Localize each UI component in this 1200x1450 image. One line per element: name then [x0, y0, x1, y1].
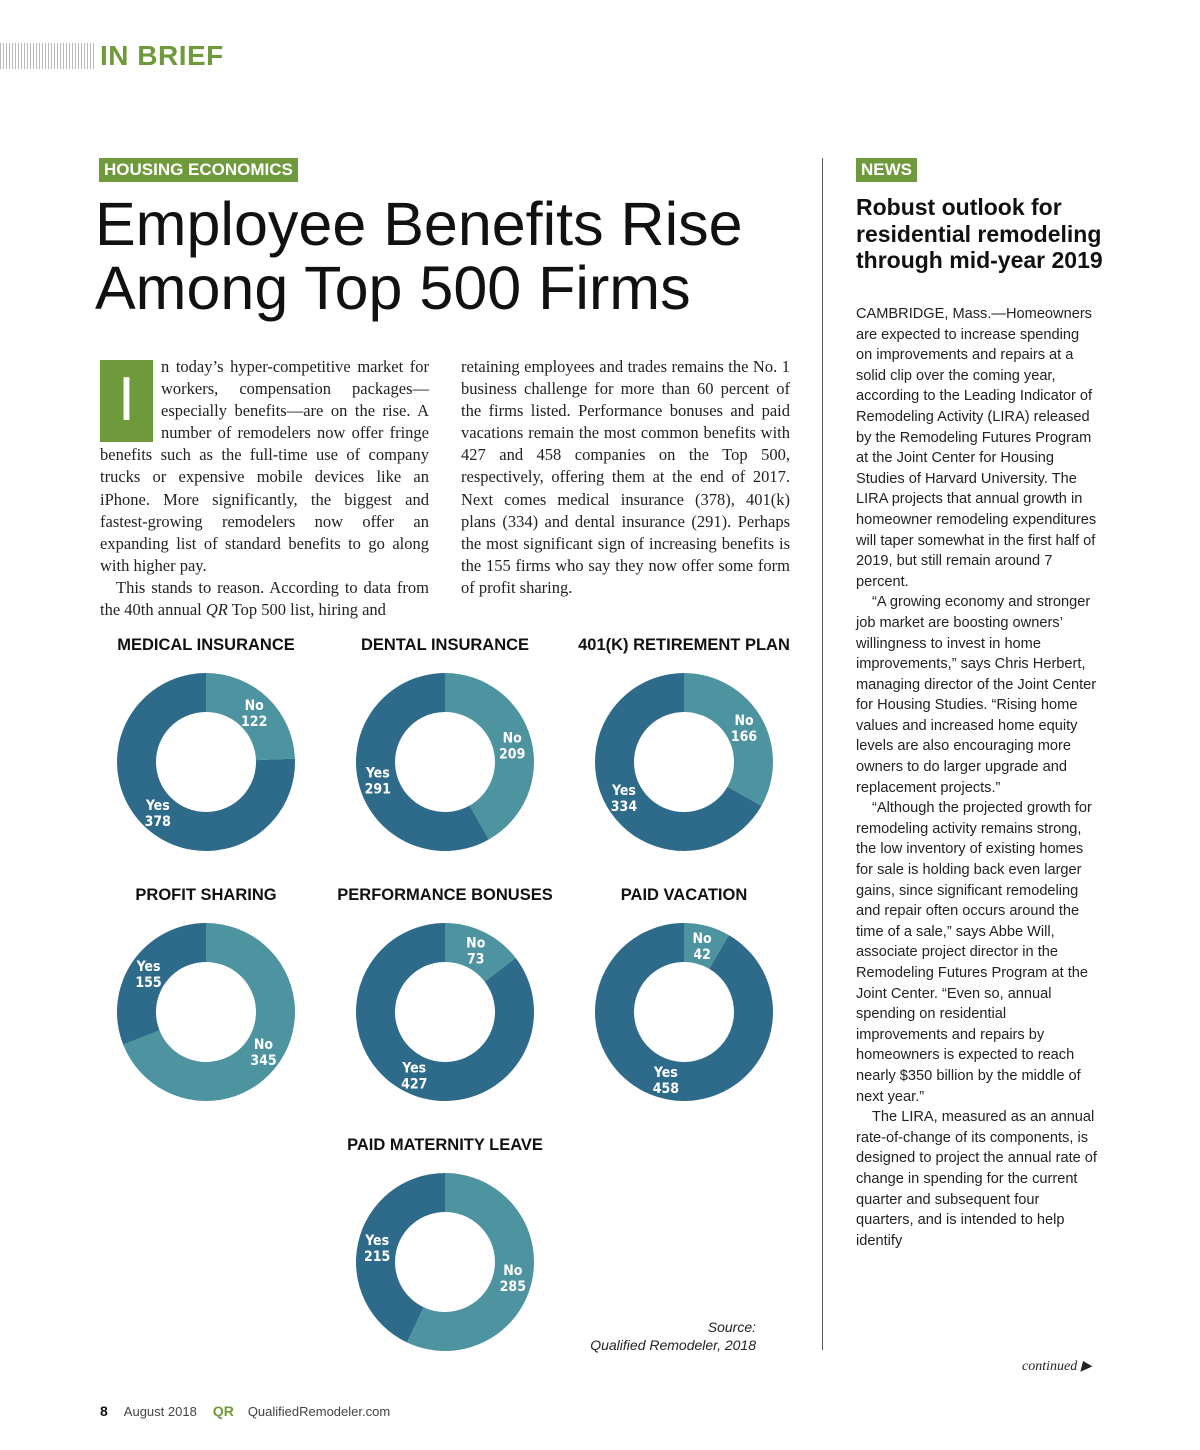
slice-label-no: No 122 — [241, 697, 268, 730]
slice-label-no: No 42 — [692, 930, 712, 963]
headline-line-1: Employee Benefits Rise — [95, 190, 743, 258]
article-headline — [95, 192, 805, 320]
page-footer — [100, 1403, 390, 1419]
chart-title: MEDICAL INSURANCE — [117, 636, 295, 654]
continued-label: continued ▶ — [1022, 1359, 1092, 1374]
news-paragraph: CAMBRIDGE, Mass.—Homeowners are expected to increase spending on improvements and repairs at a solid clip over the coming year, according to the Leading Indicator of Remodeling Activity (LIRA) released by the Remodeling Futures Program at the Joint Center for Housing Studies of Harvard University. The LIRA projects that annual growth in homeowner remodeling expenditures will taper somewhat in the first half of 2019, but still remain around 7 percent. — [856, 306, 1097, 590]
news-paragraph: “Although the projected growth for remodeling activity remains strong, the low inventory of existing homes for sale is holding back even larger gains, since significant remodeling and repair often occurs around the time of a sale,” says Abbe Will, associate project director in the Remodeling Futures Program at the Joint Center. “Even so, annual spending on residential improvements and repairs by homeowners is expected to reach nearly $350 billion by the middle of next year.” — [856, 800, 1092, 1105]
slice-label-yes: Yes 334 — [610, 783, 638, 816]
slice-label-no: No 209 — [499, 730, 526, 763]
donut-chart-medical-insurance — [116, 672, 296, 852]
page-number: 8 — [100, 1403, 108, 1419]
news-paragraph: “A growing economy and stronger job market are boosting owners’ willingness to invest in home improvements,” says Chris Herbert, managing director of the Joint Center for Housing Studies. “Rising home values and increased home equity levels are also encouraging more owners to do larger upgrade and replacement projects.” — [856, 594, 1097, 796]
news-tag: NEWS — [856, 158, 917, 182]
news-body — [856, 304, 1098, 1251]
news-headline: Robust outlook for residential remodeling through mid-year 2019 — [856, 194, 1103, 273]
donut-chart-profit-sharing — [116, 922, 296, 1102]
slice-label-no: No 285 — [499, 1263, 526, 1296]
chart-title: DENTAL INSURANCE — [360, 636, 530, 654]
slice-label-yes: Yes 378 — [144, 798, 171, 831]
donut-slice-no — [684, 673, 773, 806]
paragraph: n today’s hyper-competitive market for workers, compensation packages—especially benefits—are on the rise. A number of remodelers now offer fringe benefits such as the full-time use of company trucks or expensive mobile devices like an iPhone. More significantly, the biggest and fastest-growing remodelers now offer an expanding list of standard benefits to go along with higher pay. — [100, 357, 429, 575]
slice-label-yes: Yes 291 — [364, 765, 391, 798]
donut-chart-paid-maternity-leave — [355, 1172, 535, 1352]
paragraph: This stands to reason. According to data from the 40th annual QR Top 500 list, hiring and — [100, 577, 429, 620]
article-column-2 — [461, 356, 790, 599]
slice-label-yes: Yes 427 — [401, 1060, 428, 1093]
chart-source — [560, 1318, 756, 1354]
chart-title: 401(K) RETIREMENT PLAN — [578, 636, 790, 654]
drop-cap: I — [100, 360, 153, 442]
brand-mark: QR — [212, 1403, 234, 1419]
stripes-decoration — [0, 43, 96, 69]
section-title: IN BRIEF — [100, 40, 224, 71]
column-divider — [822, 158, 823, 1350]
slice-label-yes: Yes 155 — [135, 958, 162, 991]
article-category-tag: HOUSING ECONOMICS — [99, 158, 298, 182]
slice-label-no: No 73 — [466, 935, 486, 968]
slice-label-no: No 345 — [250, 1037, 277, 1070]
chart-title: PAID MATERNITY LEAVE — [347, 1136, 543, 1154]
headline-line-2: Among Top 500 Firms — [95, 254, 691, 322]
donut-chart-401k — [594, 672, 774, 852]
donut-chart-dental-insurance — [355, 672, 535, 852]
slice-label-no: No 166 — [730, 712, 758, 745]
donut-chart-performance-bonuses — [355, 922, 535, 1102]
issue-date: August 2018 — [123, 1404, 197, 1419]
news-paragraph: The LIRA, measured as an annual rate-of-change of its components, is designed to project the annual rate of change in spending for the current quarter and subsequent four quarters, and is intended to help identify — [856, 1109, 1097, 1249]
slice-label-yes: Yes 458 — [652, 1065, 680, 1098]
section-header — [0, 40, 224, 72]
chart-title: PROFIT SHARING — [135, 886, 277, 904]
slice-label-yes: Yes 215 — [364, 1232, 391, 1265]
article-column-1 — [100, 356, 429, 621]
donut-chart-paid-vacation — [594, 922, 774, 1102]
source-label: Source: — [707, 1319, 756, 1335]
chart-title: PAID VACATION — [620, 886, 748, 904]
chart-title: PERFORMANCE BONUSES — [337, 886, 553, 904]
source-text: Qualified Remodeler, 2018 — [590, 1337, 756, 1353]
paragraph: retaining employees and trades remains the No. 1 business challenge for more than 60 percent of the firms listed. Performance bonuses and paid vacations remain the most common benefits with 427 and 458 companies on the Top 500, respectively, offering them at the end of 2017. Next comes medical insurance (378), 401(k) plans (334) and dental insurance (291). Perhaps the most significant sign of increasing benefits is the 155 firms who say they now offer some form of profit sharing. — [461, 357, 790, 597]
website: QualifiedRemodeler.com — [247, 1404, 391, 1419]
